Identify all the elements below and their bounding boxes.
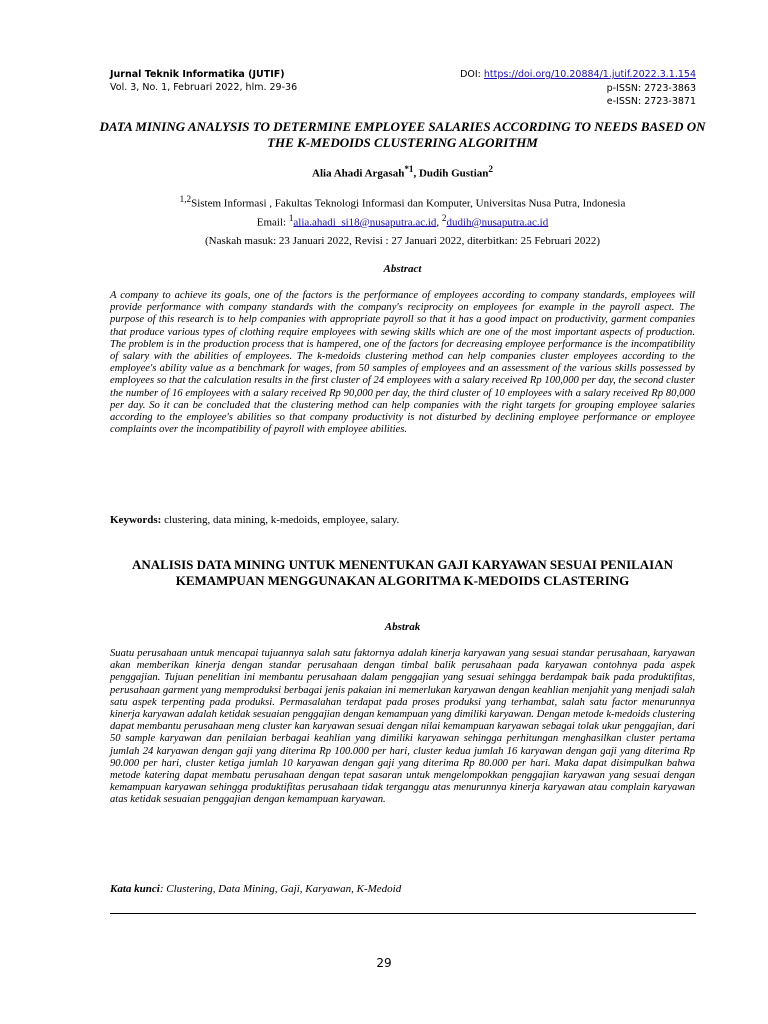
abstract-body: A company to achieve its goals, one of the factors is the performance of employees according to company standards, employees will provide performance with company standards with the company's reciprocity on employees for example in the payroll aspect. The purpose of this research is to help companies with appropriate payroll so that it has a good impact on productivity, garment companies that produce various types of clothing require employees with sewing skills which are one of the most important aspects of production. The problem is in the production process that is hampered, one of the factors for decreasing employee performance is the incompatibility of salary with the abilities of employees. The k-medoids clustering method can help companies cluster employees according to the employee's ability value as a benchmark for wages, from 50 samples of employees and an assessment of the various skills possessed by employees so that the calculation results in the first cluster of 24 employees with a salary received Rp 100,000 per day, the second cluster the number of 16 employees with a salary received Rp 90,000 per day, the third cluster of 10 employees with a salary received Rp 80,000 per day. So it can be concluded that the clustering method can help companies with the right targets for grouping employee salaries according to the employee's abilities so that company productivity is not disturbed by declining employee performance or employee complaints over the incompatibility of payroll with employee abilities. — [110, 290, 695, 436]
abstract-heading: Abstract — [383, 263, 422, 275]
email-separator: , — [436, 216, 442, 229]
kata-kunci-line — [110, 883, 695, 895]
email-2-sup: 2 — [441, 212, 447, 223]
email-1-link[interactable]: alia.ahadi_si18@nusaputra.ac.id — [293, 216, 437, 229]
doi-link[interactable]: https://doi.org/10.20884/1.jutif.2022.3.1.154 — [483, 69, 696, 80]
paper-title-english: DATA MINING ANALYSIS TO DETERMINE EMPLOYEE SALARIES ACCORDING TO NEEDS BASED ON THE K-MEDOIDS CLUSTERING ALGORITHM — [99, 119, 706, 150]
doi-line — [460, 68, 696, 82]
email-1-sup: 1 — [288, 212, 294, 223]
keywords-text: clustering, data mining, k-medoids, employee, salary. — [161, 514, 400, 526]
abstrak-heading: Abstrak — [384, 621, 421, 633]
author-list — [90, 164, 715, 180]
email-label: Email: — [256, 216, 289, 229]
email-2-link[interactable]: dudih@nusaputra.ac.id — [446, 216, 549, 229]
identifier-header — [460, 68, 696, 109]
pissn: p-ISSN: 2723-3863 — [606, 82, 696, 94]
page-number: 29 — [376, 956, 392, 970]
author-2-sup: 2 — [488, 164, 493, 174]
journal-volume: Vol. 3, No. 1, Februari 2022, hlm. 29-36 — [110, 82, 298, 93]
kata-kunci-label: Kata kunci — [110, 883, 160, 895]
keywords-label: Keywords: — [110, 514, 162, 526]
journal-header — [110, 68, 297, 94]
author-separator: , — [413, 167, 419, 180]
author-1: Alia Ahadi Argasah — [312, 167, 405, 180]
paper-title-indonesian: ANALISIS DATA MINING UNTUK MENENTUKAN GAJI KARYAWAN SESUAI PENILAIAN KEMAMPUAN MENGGUNAKAN ALGORITMA K-MEDOIDS CLASTERING — [131, 557, 674, 588]
journal-name: Jurnal Teknik Informatika (JUTIF) — [110, 69, 285, 80]
footer-divider — [110, 913, 696, 914]
affiliation-sup: 1,2 — [179, 194, 192, 204]
keywords-line — [110, 514, 695, 526]
doi-label: DOI: — [460, 69, 484, 80]
author-1-sup: *1 — [404, 164, 414, 174]
affiliation-line — [90, 192, 715, 211]
eissn: e-ISSN: 2723-3871 — [606, 96, 696, 107]
submission-dates: (Naskah masuk: 23 Januari 2022, Revisi : 27 Januari 2022, diterbitkan: 25 Februari 2022) — [204, 235, 600, 247]
author-2: Dudih Gustian — [418, 167, 489, 180]
abstrak-body: Suatu perusahaan untuk mencapai tujuannya salah satu faktornya adalah kinerja karyawan yang sesuai standar perusahaan, karyawan akan memberikan kinerja dengan standar perusahaan dengan timbal balik perusahaan pada karyawan contohnya pada aspek penggajian. Tujuan penelitian ini membantu perusahaan dalam penggajian yang sesuai sehingga berdampak baik pada produktifitas, perusahaan garment yang memproduksi berbagai jenis pakaian ini memerlukan karyawan dengan keahlian menjahit yang menjadi salah satu aspek terpenting pada produksi. Permasalahan terdapat pada proses produksi yang terhambat, salah satu factor menurunnya kinerja karyawan adalah ketidak sesuaian penggajian dengan kemampuan yang dimiliki karyawan. Dengan metode k-medoids clustering dapat membantu perusahaan meng cluster kan karyawan sesuai dengan nilai kemampuan karyawan sebagai tolak ukur penggajian, dari 50 sample karyawan dan penilaian berbagai keahlian yang dimiliki karyawan sehingga perhitungan menghasilkan cluster pertama jumlah 24 karyawan dengan gaji yang diterima Rp 100.000 per hari, cluster kedua jumlah 16 karyawan dengan gaji yang diterima Rp 90.000 per hari, cluster ketiga jumlah 10 karyawan dengan gaji yang diterima Rp 80.000 per hari. Maka dapat disimpulkan bahwa metode katering dapat membatu perusahaan dengan tepat sasaran untuk mengelompokkan penggajian karyawan yang sesuai dengan kemampuan karyawan sehingga produktifitas perusahaan tidak terganggu atas menurunnya kinerja karyawan atau complain karyawan atas ketidak sesuaian penggajian dengan kemampuan karyawan. — [110, 648, 695, 806]
kata-kunci-text: : Clustering, Data Mining, Gaji, Karyawan, K-Medoid — [159, 883, 402, 895]
affiliation-text: Sistem Informasi , Fakultas Teknologi Informasi dan Komputer, Universitas Nusa Putra, Indonesia — [191, 197, 626, 210]
email-line — [90, 211, 715, 230]
affiliation-block — [90, 192, 715, 229]
